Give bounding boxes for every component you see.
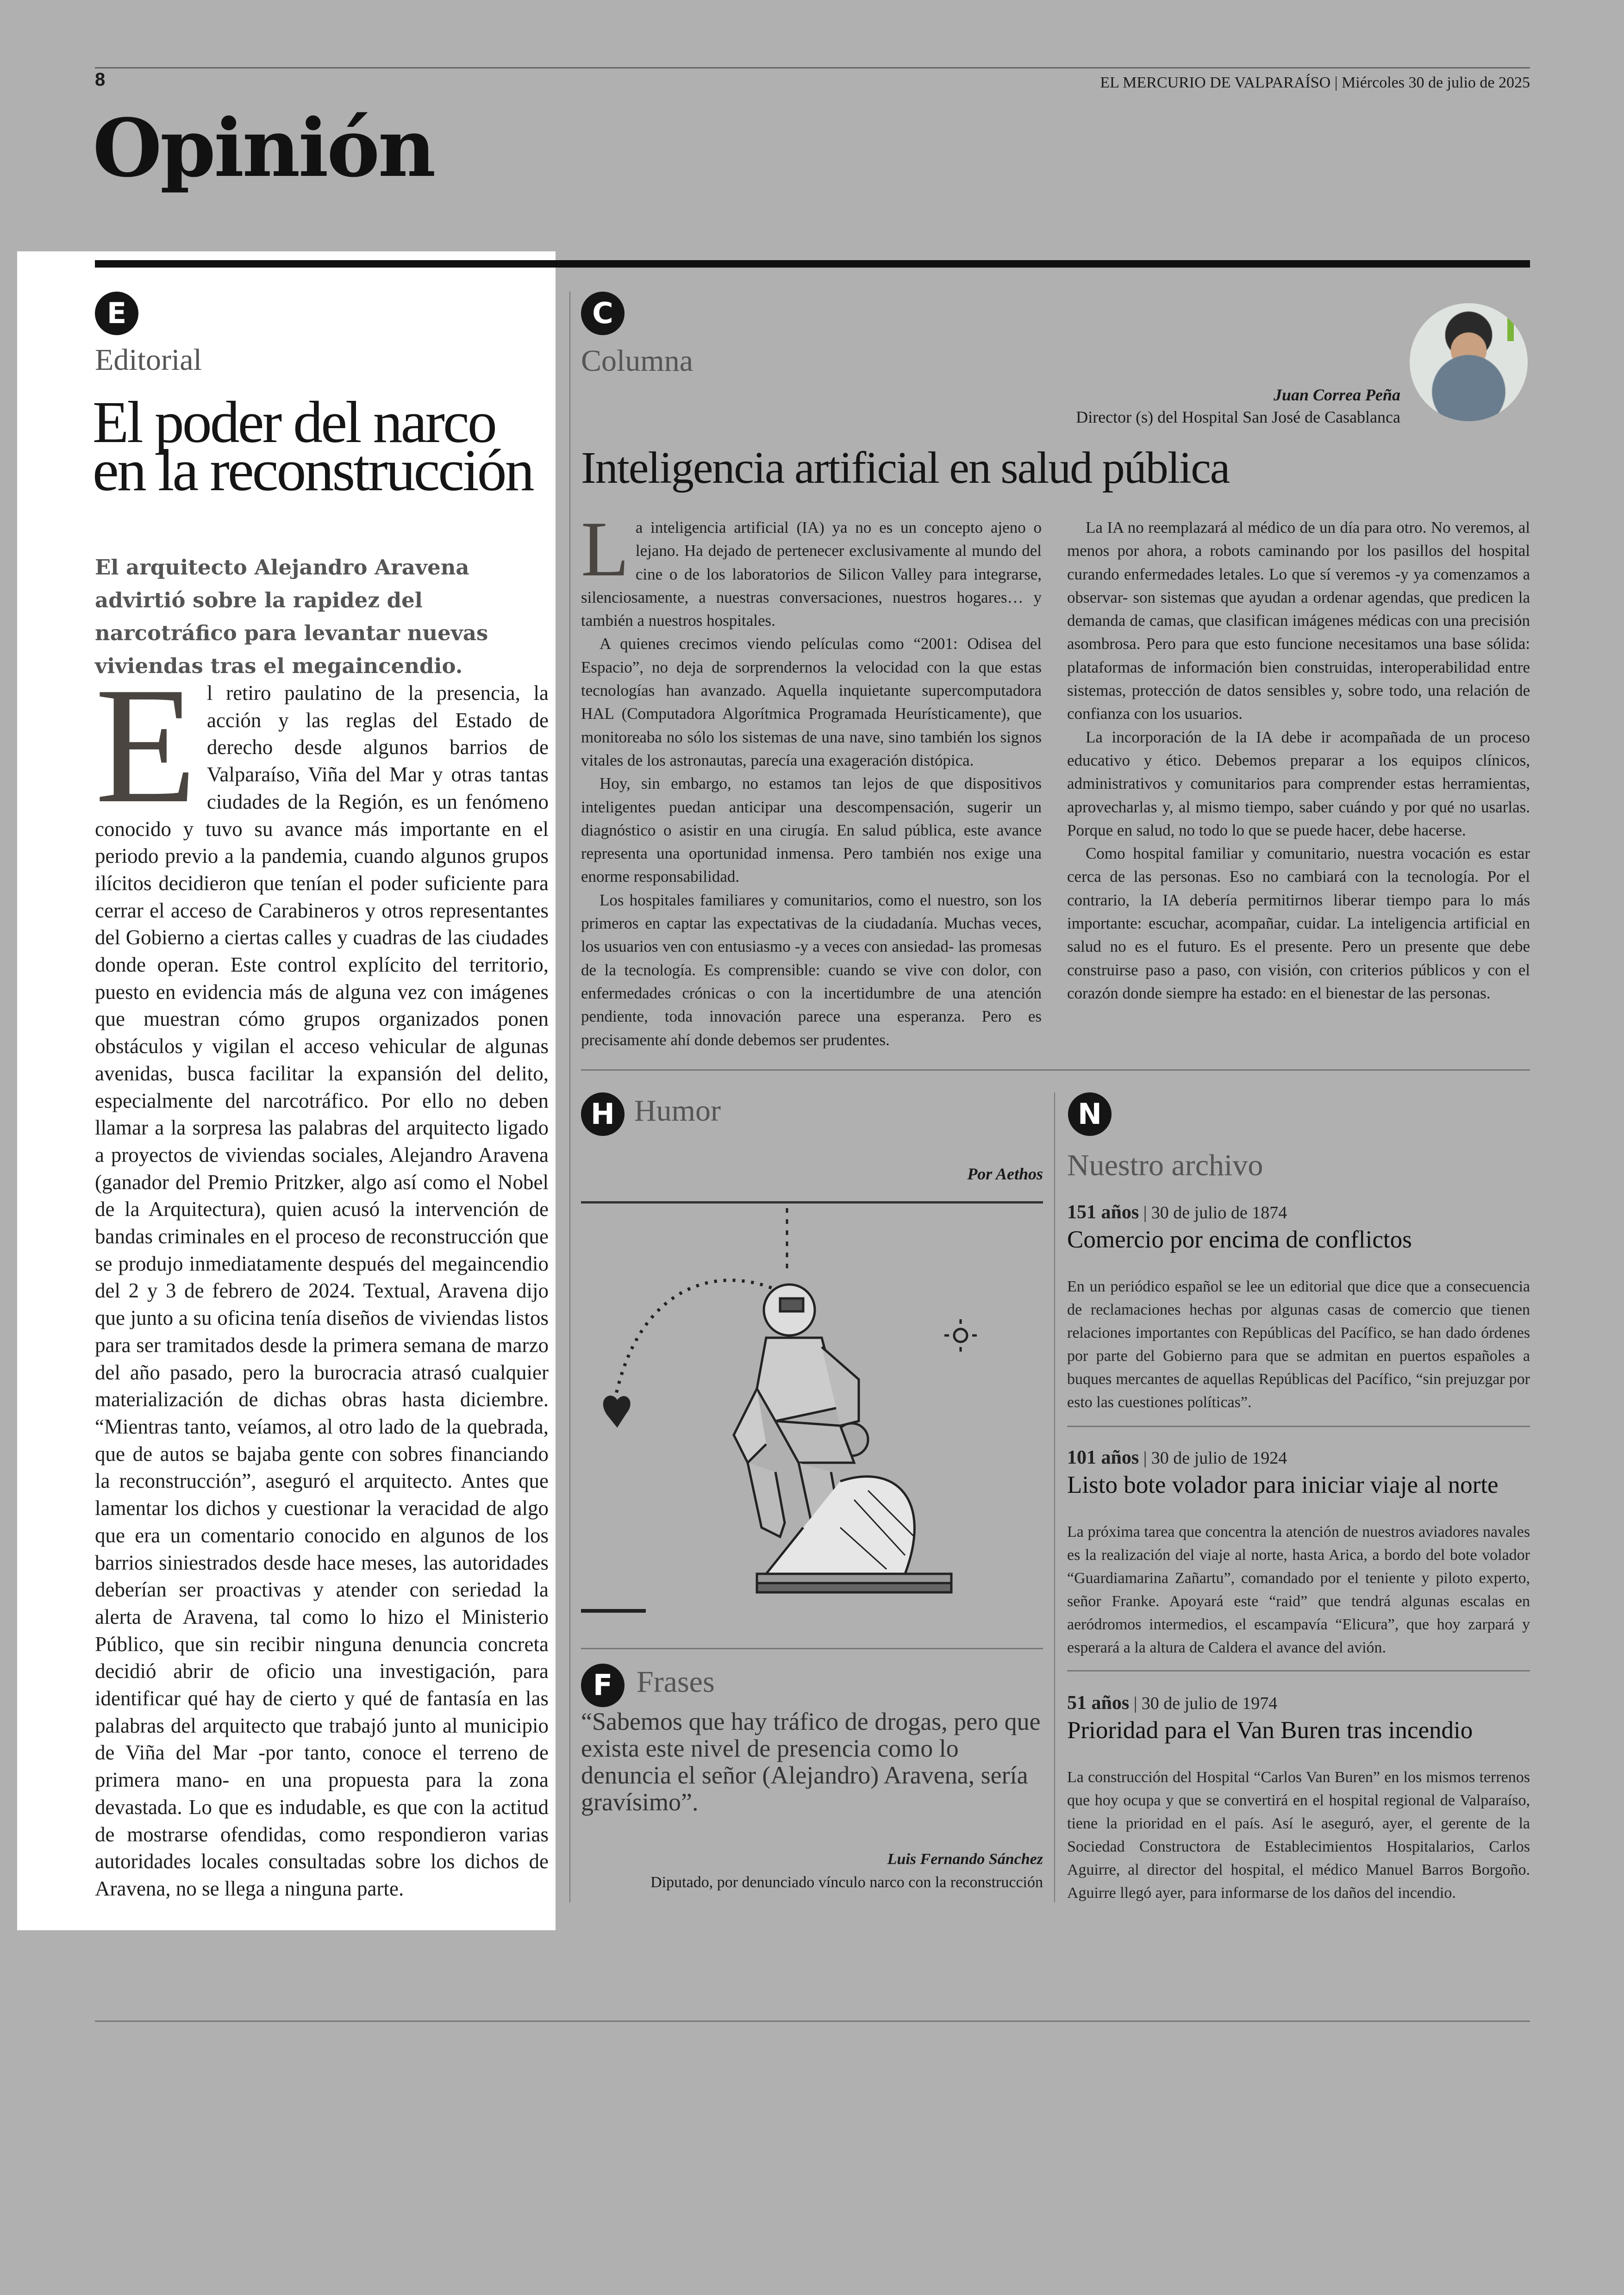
- column-drop-cap: L: [581, 516, 629, 592]
- editorial-text: l retiro paulatino de la presencia, la acción y las reglas del Estado de derecho desde algunos barrios de Valparaíso, Viña del Mar y otras tantas ciudades de la Región, es un fenómeno conocido y tuvo su avance más importante en el periodo previo a la pandemia, cuando algunos grupos ilícitos decidieron que tenían el poder suficiente para cerrar el acceso de Carabineros y otros representantes del Gobierno a ciertas calles y cuadras de las ciudades donde operan. Este control explícito del territorio, puesto en evidencia más de alguna vez con imágenes que muestran cómo grupos organizados ponen obstáculos y vigilan el acceso vehicular de algunas avenidas, busca facilitar la expansión del delito, especialmente del narcotráfico. Por ello no deben llamar a la sorpresa las palabras del arquitecto ligado a proyectos de viviendas sociales, Alejandro Aravena (ganador del Premio Pritzker, algo así como el Nobel de la Arquitectura), quien acusó la intervención de bandas criminales en el proceso de reconstrucción que se produjo inmediatamente después del megaincendio del 2 y 3 de febrero de 2024. Textual, Aravena dijo que junto a su oficina tenía diseños de viviendas listos para ser tramitados desde la primera semana de marzo del año pasado, pero la burocracia atrasó cualquier materialización de dichas obras hasta diciembre. “Mientras tanto, veíamos, al otro lado de la quebrada, que de autos se bajaba gente con sobres financiando la reconstrucción”, aseguró el arquitecto. Antes que lamentar los dichos y cuestionar la veracidad de algo que era un comentario conocido en algunos de los barrios siniestrados desde hace meses, las autoridades deberían ser proactivas y atender con seriedad la alerta de Aravena, tal como lo hizo el Ministerio Público, que sin recibir ninguna denuncia concreta decidió abrir de oficio una investigación, para identificar qué hay de cierto y qué de fantasía en las palabras del arquitecto que trabajó junto al municipio de Viña del Mar -por tanto, conoce el terreno de primera mano- en una propuesta para la zona devastada. Lo que es indudable, es que con la actitud de mostrarse ofendidas, como respondieron varias autoridades locales consultadas sobre los dichos de Aravena, no se llega a ninguna parte.: [95, 681, 549, 1900]
- section-title: Opinión: [93, 101, 434, 195]
- frases-badge: F: [581, 1664, 625, 1707]
- frases-label: Frases: [637, 1665, 715, 1699]
- archive-item-title: Prioridad para el Van Buren tras incendio: [1067, 1717, 1473, 1744]
- archive-item-text: La construcción del Hospital “Carlos Van Buren” en los mismos terrenos que hoy ocupa y que se convertirá en el hospital regional de Valparaíso, tiene la prioridad en el país. Así le aseguró, ayer, el gerente de la Sociedad Constructora de Establecimientos Hospitalarios, Carlos Aguirre, al director del hospital, el médico Manuel Barros Borgoño. Aguirre llegó ayer, para informarse de los daños del incendio.: [1067, 1769, 1530, 1902]
- archive-label: Nuestro archivo: [1067, 1148, 1263, 1182]
- masthead-line: [1100, 74, 1530, 92]
- column-badge: C: [581, 292, 625, 335]
- archive-rule: [1067, 1426, 1530, 1427]
- archive-years-count: 101 años: [1067, 1447, 1139, 1468]
- archive-rule: [1067, 1670, 1530, 1671]
- frases-author-desc: Diputado, por denunciado vínculo narco con la reconstrucción: [650, 1874, 1043, 1891]
- editorial-drop-cap: E: [95, 680, 197, 837]
- archive-item-title: Comercio por encima de conflictos: [1067, 1226, 1412, 1253]
- page-bottom-rule: [95, 2021, 1530, 2022]
- column-bottom-rule: [581, 1069, 1530, 1071]
- humor-credit: Por Aethos: [967, 1165, 1043, 1183]
- editorial-badge: E: [95, 292, 138, 335]
- humor-badge: H: [581, 1092, 625, 1136]
- archive-item-text: En un periódico español se lee un editorial que dice que a consecuencia de reclamaciones hechas por algunas casas de comercio que tienen relaciones importantes con Repúblicas del Pacífico, se han dado órdenes por parte del Gobierno para que se admitan en puertos españoles a buques mercantes de aquellas Repúblicas del Pacífico, “sin prejuzgar por esto las cuestiones políticas”.: [1067, 1278, 1530, 1411]
- page-number: 8: [95, 69, 106, 90]
- divider-humor-archive: [1054, 1092, 1055, 1902]
- editorial-title-line1: El poder del narco: [93, 389, 495, 455]
- archive-item-text: La próxima tarea que concentra la atención de nuestros aviadores navales es la realización del viaje al norte, hasta Arica, a bordo del bote volador “Guardiamarina Zañartu”, comandado por el teniente y piloto experto, señor Franke. Apoyará este “raid” que tendrá algunas escalas en aeródromos intermedios, el escampavía “Elicura”, que hoy zarpará y esperará a la altura de Caldera el avance del avión.: [1067, 1523, 1530, 1656]
- author-avatar: [1410, 303, 1528, 421]
- column-title: Inteligencia artificial en salud pública: [581, 443, 1230, 493]
- column-author: Juan Correa Peña: [1273, 386, 1400, 404]
- frases-author: Luis Fernando Sánchez: [887, 1851, 1043, 1868]
- column-body-left: [581, 516, 1042, 1048]
- archive-badge: N: [1068, 1092, 1112, 1136]
- column-paragraph: Hoy, sin embargo, no estamos tan lejos de que dispositivos inteligentes puedan anticipar una descompensación, sugerir un diagnóstico o asistir en una cirugía. En salud pública, este avance representa una oportunidad inmensa. Pero también nos exige una enorme responsabilidad.: [581, 774, 1042, 886]
- column-paragraph: La incorporación de la IA debe ir acompañada de un proceso educativo y ético. Debemos preparar a los equipos clínicos, administrativos y comunitarios para comprender estas herramientas, aprovecharlas y, al mismo tiempo, saber cuándo y por qué no usarlas. Porque en salud, no todo lo que se puede hacer, debe hacerse.: [1067, 728, 1530, 839]
- cartoon-image: [581, 1204, 1043, 1648]
- column-paragraph: a inteligencia artificial (IA) ya no es un concepto ajeno o lejano. Ha dejado de pertenecer exclusivamente al mundo del cine o de los laboratorios de Silicon Valley para integrarse, silenciosamente, a nuestras conversaciones, nuestros hogares… y también a nuestros hospitales.: [581, 518, 1042, 630]
- archive-years-count: 151 años: [1067, 1202, 1139, 1223]
- editorial-lead: El arquitecto Alejandro Aravena advirtió sobre la rapidez del narcotráfico para levantar nuevas viviendas tras el megaincendio.: [95, 555, 488, 678]
- editorial-title-line2: en la reconstrucción: [93, 437, 533, 503]
- column-paragraph: Como hospital familiar y comunitario, nuestra vocación es estar cerca de las personas. Eso no cambiará con la tecnología. Por el contrario, la IA debería permitirnos liberar tiempo para lo más importante: escuchar, acompañar, cuidar. La inteligencia artificial en salud no es el futuro. Es el presente. Pero un presente que debe construirse paso a paso, con visión, con criterios públicos y con el corazón donde siempre ha estado: en el bienestar de las personas.: [1067, 844, 1530, 1002]
- humor-bottom-rule: [581, 1648, 1043, 1649]
- column-body-right: [1067, 516, 1530, 1048]
- archive-item-years: [1067, 1201, 1287, 1223]
- column-author-role: Director (s) del Hospital San José de Casablanca: [1076, 408, 1400, 426]
- archive-item-years: [1067, 1447, 1287, 1469]
- archive-date: | 30 de julio de 1924: [1143, 1448, 1287, 1468]
- archive-item-title: Listo bote volador para iniciar viaje al norte: [1067, 1472, 1499, 1498]
- column-paragraph: A quienes crecimos viendo películas como “2001: Odisea del Espacio”, no deja de sorprendernos la velocidad con la que estas tecnologías han avanzado. Aquella inquietante supercomputadora HAL (Computadora Algorítmica Programada Heurísticamente), que monitoreaba no sólo los sistemas de una nave, sino también los signos vitales de los astronautas, parecía una exageración distópica.: [581, 635, 1042, 769]
- thinking-robot-icon: [581, 1208, 977, 1611]
- separator: |: [1334, 74, 1342, 91]
- avatar-accent-icon: [1507, 313, 1514, 341]
- editorial-label: Editorial: [95, 343, 202, 377]
- issue-date: Miércoles 30 de julio de 2025: [1342, 74, 1530, 91]
- section-thick-rule: [95, 260, 1530, 268]
- archive-date: | 30 de julio de 1974: [1133, 1694, 1278, 1713]
- column-label: Columna: [581, 344, 693, 378]
- column-paragraph: La IA no reemplazará al médico de un día para otro. No veremos, al menos por ahora, a robots caminando por los pasillos del hospital curando enfermedades letales. Lo que sí veremos -y ya comenzamos a observar- son sistemas que ayudan a ordenar agendas, que predicen la demanda de camas, que clasifican imágenes médicas con una precisión asombrosa. Pero para que esto funcione necesitamos una base sólida: plataformas de información bien construidas, interoperabilidad entre sistemas, protección de datos sensibles y, sobre todo, una relación de confianza con los usuarios.: [1067, 518, 1530, 723]
- archive-years-count: 51 años: [1067, 1692, 1130, 1714]
- top-rule: [95, 67, 1530, 69]
- editorial-title: [93, 389, 533, 503]
- humor-label: Humor: [634, 1094, 721, 1128]
- newspaper-name: EL MERCURIO DE VALPARAÍSO: [1100, 74, 1331, 91]
- archive-date: | 30 de julio de 1874: [1143, 1203, 1287, 1222]
- column-paragraph: Los hospitales familiares y comunitarios, como el nuestro, son los primeros en captar las expectativas de la ciudadanía. Muchas veces, los usuarios ven con entusiasmo -y a veces con ansiedad- las promesas de la tecnología. Es comprensible: cuando se vive con dolor, con enfermedades crónicas o con la incertidumbre de una atención pendiente, toda innovación parece una esperanza. Pero es precisamente ahí donde debemos ser prudentes.: [581, 891, 1042, 1048]
- archive-item-years: [1067, 1692, 1277, 1714]
- frases-quote: “Sabemos que hay tráfico de drogas, pero que exista este nivel de presencia como lo denuncia el señor (Alejandro) Aravena, sería gravísimo”.: [581, 1708, 1041, 1816]
- editorial-body: [95, 680, 549, 1904]
- divider-editorial: [569, 292, 570, 1902]
